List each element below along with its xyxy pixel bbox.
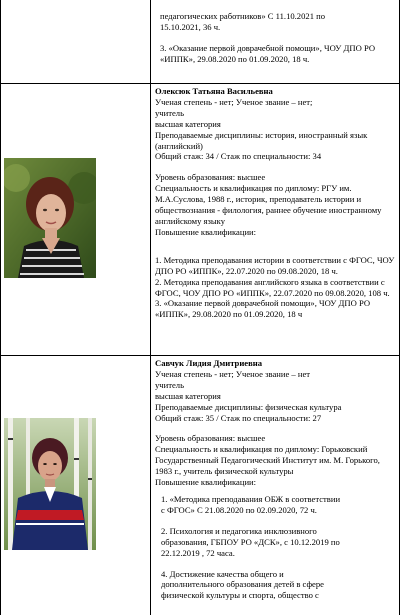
previous-row-fragment bbox=[160, 11, 400, 65]
row-divider bbox=[0, 355, 400, 356]
teacher-info bbox=[155, 86, 395, 320]
course-text: 3. «Оказание первой доврачебной помощи», ЧОУ ДПО РО «ИППК», 29.08.2020 по 01.09.2020, 18 ч. bbox=[160, 42, 376, 64]
teacher-photo bbox=[4, 158, 96, 278]
teacher-photo bbox=[4, 418, 96, 550]
teacher-position: учитель bbox=[155, 379, 184, 390]
course-text: педагогических работников» С 11.10.2021 по bbox=[160, 11, 326, 21]
teacher-position: учитель bbox=[155, 107, 184, 118]
teacher-experience: Общий стаж: 34 / Стаж по специальности: 34 bbox=[155, 151, 322, 162]
teacher-education: Уровень образования: высшее bbox=[155, 172, 266, 183]
course-item: 2. Методика преподавания английского языка в соответствии с ФГОС, ЧОУ ДПО РО «ИППК», 22.07.2020 по 09.08.2020, 108 ч. bbox=[155, 276, 390, 298]
course-item: 4. Достижение качества общего и дополнительного образования детей в сфере физической культуры и спорта, общество с bbox=[161, 568, 324, 601]
teacher-diploma: Специальность и квалификация по диплому: РГУ им. М.А.Суслова, 1988 г., историк, преподаватель истории и обществознания - филология, раннее обучение иностранному английскому языку bbox=[155, 183, 382, 226]
teacher-category: высшая категория bbox=[155, 390, 221, 401]
teacher-name: Олексюк Татьяна Васильевна bbox=[155, 86, 273, 96]
qualification-header: Повышение квалификации: bbox=[155, 226, 257, 237]
course-item: 1. «Методика преподавания ОБЖ в соответствии с ФГОС» С 21.08.2020 по 02.09.2020, 72 ч. bbox=[161, 493, 341, 515]
teacher-info bbox=[155, 358, 395, 601]
course-item: 3. «Оказание первой доврачебной помощи», ЧОУ ДПО РО «ИППК», 29.08.2020 по 01.09.2020, 18 ч bbox=[155, 298, 371, 320]
course-list bbox=[155, 494, 341, 601]
teacher-diploma: Специальность и квалификация по диплому: Горьковский Государственный Педагогический Институт им. М. Горького, 1983 г., учитель физической культуры bbox=[155, 444, 380, 477]
teacher-name: Савчук Лидия Дмитриевна bbox=[155, 358, 262, 368]
teacher-degree: Ученая степень - нет; Ученое звание – нет bbox=[155, 368, 311, 379]
teacher-subjects: Преподаваемые дисциплины: история, иностранный язык (английский) bbox=[155, 129, 368, 151]
teacher-degree: Ученая степень - нет; Ученое звание – нет; bbox=[155, 96, 313, 107]
qualification-header: Повышение квалификации: bbox=[155, 477, 257, 488]
teacher-category: высшая категория bbox=[155, 118, 221, 129]
teacher-subjects: Преподаваемые дисциплины: физическая культура bbox=[155, 401, 342, 412]
table-column-divider bbox=[150, 0, 151, 615]
table-border-left bbox=[0, 0, 1, 615]
course-text: 15.10.2021, 36 ч. bbox=[160, 21, 221, 32]
teacher-experience: Общий стаж: 35 / Стаж по специальности: 27 bbox=[155, 412, 322, 423]
course-item: 2. Психология и педагогика инклюзивного образования, ГБПОУ РО «ДСК», с 10.12.2019 по 22.12.2019 , 72 часа. bbox=[161, 525, 340, 558]
teacher-education: Уровень образования: высшее bbox=[155, 433, 266, 444]
course-item: 1. Методика преподавания истории в соответствии с ФГОС, ЧОУ ДПО РО «ИППК», 22.07.2020 по 09.08.2020, 18 ч. bbox=[155, 254, 395, 276]
row-divider bbox=[0, 83, 400, 84]
